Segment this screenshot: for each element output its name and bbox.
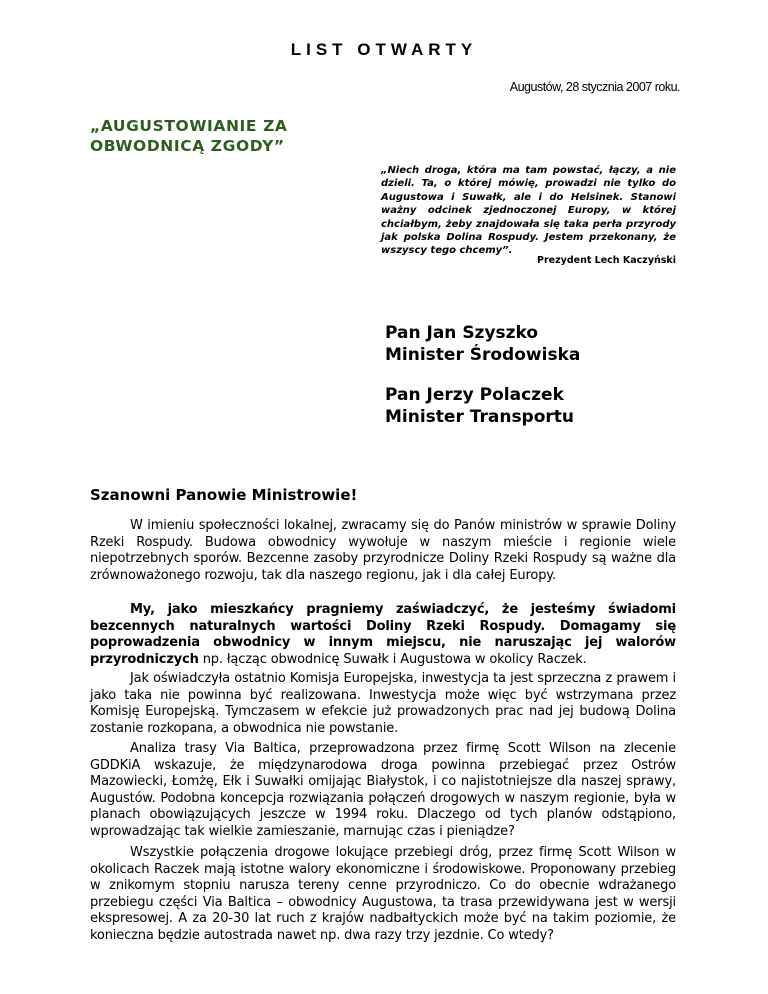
paragraph-4: Analiza trasy Via Baltica, przeprowadzona przez firmę Scott Wilson na zlecenie GDDKiA wskazuje, że międzynarodowa droga powinna przebiegać przez Ostrów Mazowiecki, Łomżę, Ełk i Suwałki omijając Białystok, i co najistotniejsze dla naszej sprawy, Augustów. Podobna koncepcja rozwiązania połączeń drogowych w naszym regionie, była w planach obowiązujących jeszcze w 1994 roku. Dlaczego od tych planów odstąpiono, wprowadzając tak wielkie zamieszanie, marnując czas i pieniądze? <box>90 741 676 839</box>
slogan-line-1: „AUGUSTOWIANIE ZA <box>90 117 288 135</box>
paragraph-2 <box>90 602 676 668</box>
quote-author: Prezydent Lech Kaczyński <box>537 255 676 266</box>
salutation: Szanowni Panowie Ministrowie! <box>90 486 358 504</box>
slogan-line-2: OBWODNICĄ ZGODY” <box>90 137 285 155</box>
addressee-2 <box>385 384 574 428</box>
addressee-name: Pan Jerzy Polaczek <box>385 385 564 405</box>
paragraph-2-rest: np. łącząc obwodnicę Suwałk i Augustowa w okolicy Raczek. <box>198 651 587 667</box>
paragraph-3: Jak oświadczyła ostatnio Komisja Europejska, inwestycja ta jest sprzeczna z prawem i jako taka nie powinna być realizowana. Inwestycja może więc być wstrzymana przez Komisję Europejską. Tymczasem w efekcie już prowadzonych prac nad jej budową Dolina zostanie rozkopana, a obwodnica nie powstanie. <box>90 671 676 736</box>
addressee-name: Pan Jan Szyszko <box>385 323 539 343</box>
letter-title: LIST OTWARTY <box>290 40 478 59</box>
addressee-role: Minister Środowiska <box>385 345 581 365</box>
paragraph-2-emphasis: My, jako mieszkańcy pragniemy zaświadczyć, że jesteśmy świadomi bezcennych naturalnych wartości Doliny Rzeki Rospudy. Domagamy się poprowadzenia obwodnicy w innym miejscu, nie naruszając jej walorów przyrodniczych <box>90 602 676 667</box>
slogan-title <box>90 116 370 156</box>
dateline: Augustów, 28 stycznia 2007 roku. <box>509 80 680 94</box>
addressee-role: Minister Transportu <box>385 407 575 427</box>
paragraph-5: Wszystkie połączenia drogowe lokujące przebiegi dróg, przez firmę Scott Wilson w okolicach Raczek mają istotne walory ekonomiczne i środowiskowe. Proponowany przebieg w znikomym stopniu narusza tereny cenne przyrodniczo. Co do obecnie wdrażanego przebiegu części Via Baltica – obwodnicy Augustowa, ta trasa przewidywana jest w wersji ekspresowej. A za 20-30 lat ruch z krajów nadbałtyckich może być na takim poziomie, że konieczna będzie autostrada nawet np. dwa razy trzy jezdnie. Co wtedy? <box>90 845 676 943</box>
paragraph-1: W imieniu społeczności lokalnej, zwracamy się do Panów ministrów w sprawie Doliny Rzeki Rospudy. Budowa obwodnicy wywołuje w naszym mieście i regionie wiele niepotrzebnych sporów. Bezcenne zasoby przyrodnicze Doliny Rzeki Rospudy są ważne dla zrównoważonego rozwoju, tak dla naszego regionu, jak i dla całej Europy. <box>90 518 676 583</box>
addressee-1 <box>385 322 580 366</box>
presidential-quote: „Niech droga, która ma tam powstać, łączy, a nie dzieli. Ta, o której mówię, prowadzi nie tylko do Augustowa i Suwałk, ale i do Helsinek. Stanowi ważny odcinek zjednoczonej Europy, w której chciałbym, żeby znajdowała się taka perła przyrody jak polska Dolina Rospudy. Jestem przekonany, że wszyscy tego chcemy”. <box>381 165 676 257</box>
